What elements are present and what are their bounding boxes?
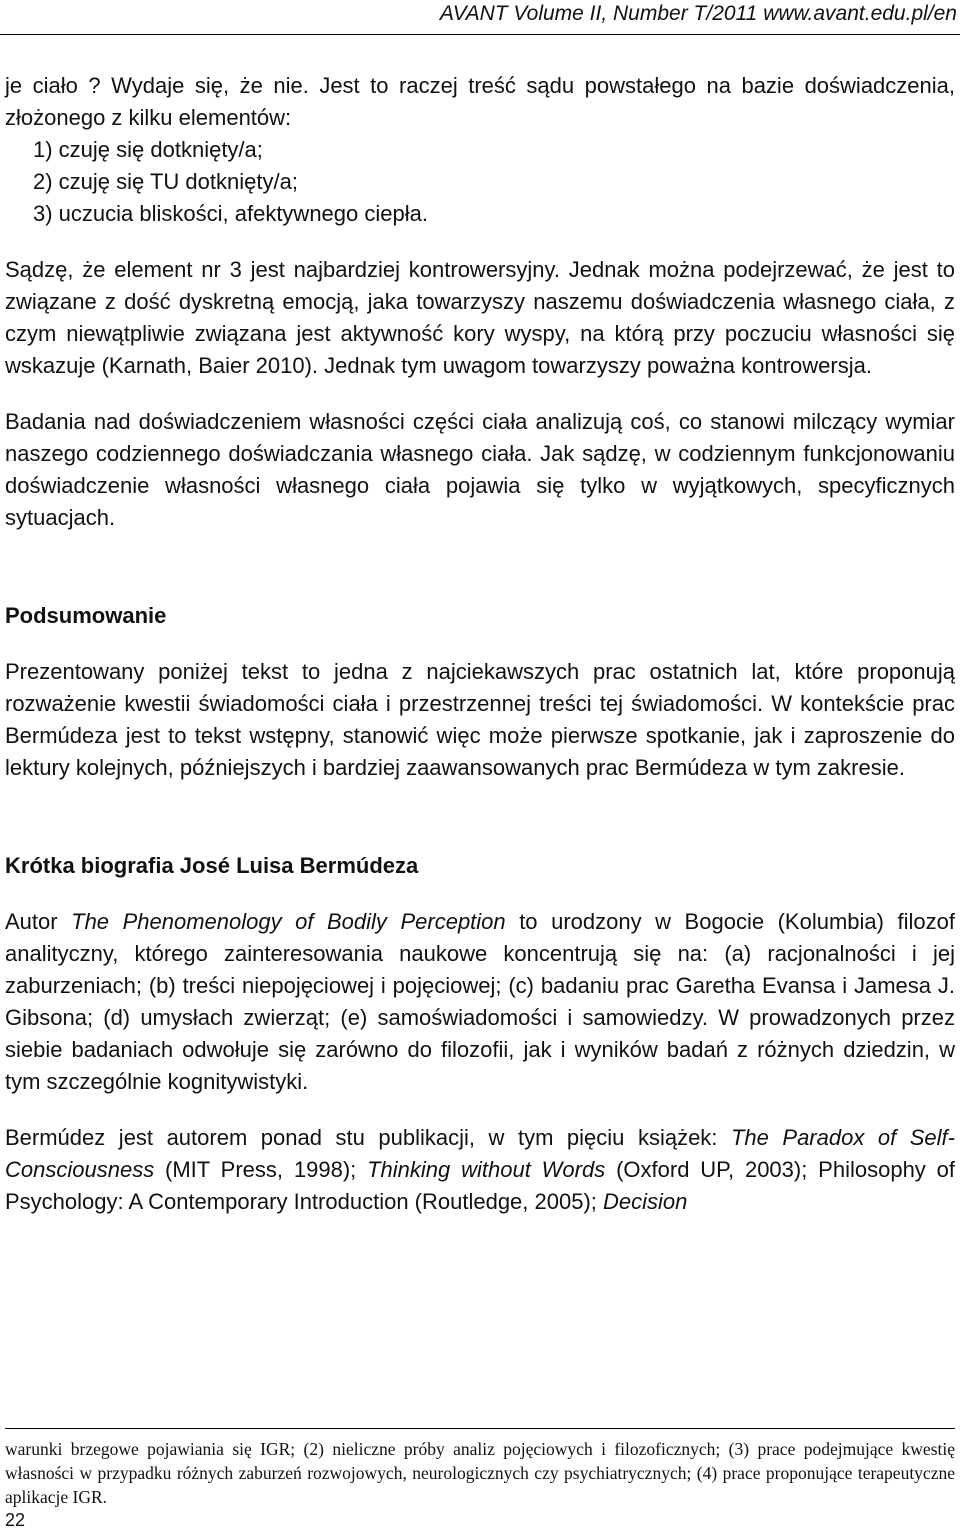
footnote: warunki brzegowe pojawiania się IGR; (2) nieliczne próby analiz pojęciowych i filozoficznych; (3) prace podejmujące kwestię własności w przypadku różnych zaburzeń rozwojowych, neurologicznych czy psychiatrycznych; (4) prace proponujące terapeutyczne aplikacje IGR. [5, 1439, 955, 1507]
text-span: Autor [5, 909, 72, 934]
book-title: Thinking without Words [367, 1157, 606, 1182]
publications-paragraph [5, 1122, 955, 1218]
text-span: to urodzony w Bogocie (Kolumbia) filozof analityczny, którego zainteresowania naukowe koncentrują się na: (a) racjonalności i jej zaburzeniach; (b) treści niepojęciowej i pojęciowej; (c) badaniu prac Garetha Evansa i Jamesa J. Gibsona; (d) umysłach zwierząt; (e) samoświadomości i samowiedzy. W prowadzonych przez siebie badaniach odwołuje się zarówno do filozofii, jak i wyników badań z różnych dziedzin, w tym szczególnie kognitywistyki. [5, 909, 955, 1094]
book-title: Decision [603, 1189, 688, 1214]
section-heading-biography: Krótka biografia José Luisa Bermúdeza [5, 853, 419, 878]
footnote-rule [5, 1428, 955, 1429]
paragraph: Badania nad doświadczeniem własności części ciała analizują coś, co stanowi milczący wymiar naszego codziennego doświadczania własnego ciała. Jak sądzę, w codziennym funkcjonowaniu doświadczenie własności własnego ciała pojawia się tylko w wyjątkowych, specyficznych sytuacjach. [5, 409, 955, 530]
journal-name: AVANT [439, 2, 508, 25]
summary-paragraph: Prezentowany poniżej tekst to jedna z najciekawszych prac ostatnich lat, które proponują rozważenie kwestii świadomości ciała i przestrzennej treści tej świadomości. W kontekście prac Bermúdeza jest to tekst wstępny, stanowić więc może pierwsze spotkanie, jak i zaproszenie do lektury kolejnych, późniejszych i bardziej zaawansowanych prac Bermúdeza w tym zakresie. [5, 659, 955, 780]
text-span: Bermúdez jest autorem ponad stu publikacji, w tym pięciu książek: [5, 1125, 731, 1150]
journal-volume: Volume II, Number T/2011 www.avant.edu.pl/en [513, 2, 957, 25]
running-header [0, 0, 960, 30]
paragraph: je ciało ? Wydaje się, że nie. Jest to raczej treść sądu powstałego na bazie doświadczenia, złożonego z kilku elementów: [5, 73, 955, 130]
biography-paragraph [5, 906, 955, 1098]
page-number: 22 [5, 1510, 26, 1530]
paragraph: Sądzę, że element nr 3 jest najbardziej kontrowersyjny. Jednak można podejrzewać, że jest to związane z dość dyskretną emocją, jaka towarzyszy naszemu doświadczenia własnego ciała, z czym niewątpliwie związana jest aktywność kory wyspy, na którą przy poczuciu własności się wskazuje (Karnath, Baier 2010). Jednak tym uwagom towarzyszy poważna kontrowersja. [5, 257, 955, 378]
text-span: (MIT Press, 1998); [154, 1157, 368, 1182]
list-item: 3) uczucia bliskości, afektywnego ciepła. [33, 201, 428, 226]
header-rule [0, 34, 960, 35]
text-span: (Oxford UP, 2003); Philosophy of Psychology: A Contemporary Introduction (Routledge, 2005); [5, 1157, 955, 1214]
section-heading-summary: Podsumowanie [5, 603, 167, 628]
page-body [5, 70, 955, 1218]
list-item: 1) czuję się dotknięty/a; [33, 137, 263, 162]
book-title: The Phenomenology of Bodily Perception [71, 909, 506, 934]
list-item: 2) czuję się TU dotknięty/a; [33, 169, 298, 194]
book-title: The Paradox of Self-Consciousness [5, 1125, 955, 1182]
